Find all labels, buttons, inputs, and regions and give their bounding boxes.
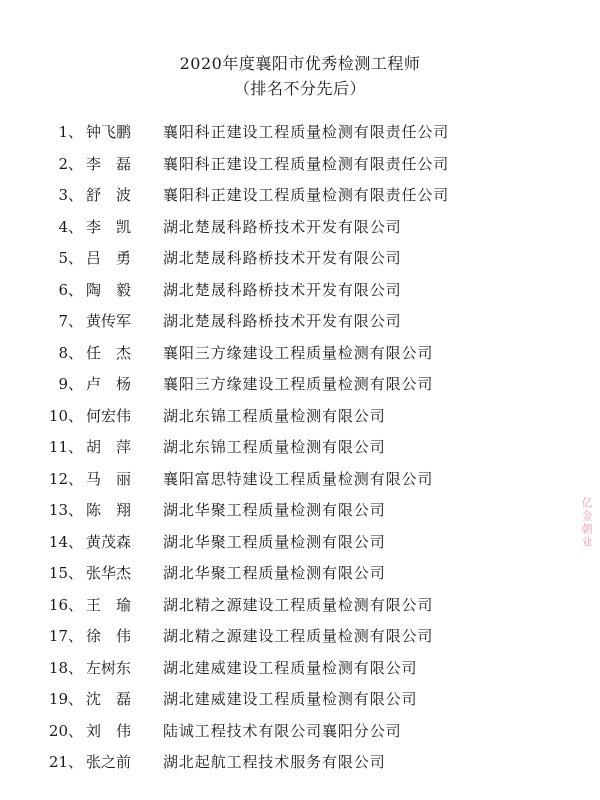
company-name: 湖北楚晟科路桥技术开发有限公司 <box>163 280 402 299</box>
list-item <box>0 217 600 249</box>
entry-number: 2、 <box>58 154 83 173</box>
company-name: 湖北楚晟科路桥技术开发有限公司 <box>163 249 402 267</box>
engineer-name: 张华杰 <box>86 564 132 582</box>
company-name: 襄阳科正建设工程质量检测有限责任公司 <box>163 154 450 173</box>
company-name: 湖北起航工程技术服务有限公司 <box>163 753 386 771</box>
company-name: 襄阳富思特建设工程质量检测有限公司 <box>163 469 434 488</box>
list-item <box>0 721 600 753</box>
company-name: 湖北楚晟科路桥技术开发有限公司 <box>163 217 402 236</box>
entry-number: 3、 <box>58 186 83 204</box>
company-name: 湖北华聚工程质量检测有限公司 <box>163 564 386 582</box>
engineer-name: 李 凯 <box>86 217 132 236</box>
list-item <box>0 500 600 532</box>
list-item <box>0 595 600 627</box>
list-item <box>0 626 600 658</box>
engineer-name: 黄传军 <box>86 312 132 330</box>
entry-number: 16、 <box>48 595 83 614</box>
entry-number: 12、 <box>48 469 83 488</box>
engineer-name: 左树东 <box>86 658 132 677</box>
list-item <box>0 532 600 564</box>
list-item <box>0 185 600 217</box>
entry-number: 11、 <box>48 438 83 456</box>
list-item <box>0 689 600 721</box>
list-item <box>0 563 600 595</box>
entry-number: 14、 <box>48 532 83 551</box>
engineer-name: 陶 毅 <box>86 280 132 299</box>
company-name: 陆诚工程技术有限公司襄阳分公司 <box>163 721 402 740</box>
engineer-name: 马 丽 <box>86 469 132 488</box>
engineer-name: 胡 萍 <box>86 438 132 456</box>
engineer-name: 何宏伟 <box>86 406 132 425</box>
company-name: 襄阳三方缘建设工程质量检测有限公司 <box>163 343 434 362</box>
engineer-name: 刘 伟 <box>86 721 132 740</box>
engineer-name: 徐 伟 <box>86 627 132 645</box>
company-name: 湖北建威建设工程质量检测有限公司 <box>163 690 418 708</box>
page-title: 2020年度襄阳市优秀检测工程师 <box>179 54 421 73</box>
list-item <box>0 248 600 280</box>
list-item <box>0 437 600 469</box>
entry-number: 15、 <box>48 564 83 582</box>
entry-number: 1、 <box>58 123 83 141</box>
company-name: 湖北东锦工程质量检测有限公司 <box>163 406 386 425</box>
company-name: 襄阳科正建设工程质量检测有限责任公司 <box>163 123 450 141</box>
company-name: 湖北楚晟科路桥技术开发有限公司 <box>163 312 402 330</box>
entry-number: 18、 <box>48 658 83 677</box>
engineer-name: 李 磊 <box>86 154 132 173</box>
company-name: 湖北东锦工程质量检测有限公司 <box>163 438 386 456</box>
list-item <box>0 469 600 501</box>
engineer-name: 沈 磊 <box>86 690 132 708</box>
entry-number: 13、 <box>48 501 83 519</box>
entry-number: 10、 <box>48 406 83 425</box>
list-item <box>0 658 600 690</box>
list-item <box>0 280 600 312</box>
entry-number: 4、 <box>58 217 83 236</box>
list-item <box>0 343 600 375</box>
company-name: 湖北华聚工程质量检测有限公司 <box>163 501 386 519</box>
entry-number: 8、 <box>58 343 83 362</box>
engineer-name: 任 杰 <box>86 343 132 362</box>
company-name: 襄阳三方缘建设工程质量检测有限公司 <box>163 375 434 393</box>
entry-number: 7、 <box>58 312 83 330</box>
entry-number: 9、 <box>58 375 83 393</box>
company-name: 湖北精之源建设工程质量检测有限公司 <box>163 627 434 645</box>
engineer-name: 吕 勇 <box>86 249 132 267</box>
seal-stamp: 亿金朝业 <box>580 497 593 549</box>
company-name: 湖北华聚工程质量检测有限公司 <box>163 532 386 551</box>
page-subtitle: （排名不分先后） <box>233 79 366 98</box>
entry-number: 20、 <box>48 721 83 740</box>
company-name: 襄阳科正建设工程质量检测有限责任公司 <box>163 186 450 204</box>
engineer-name: 陈 翔 <box>86 501 132 519</box>
list-item <box>0 311 600 343</box>
engineer-name: 张之前 <box>86 753 132 771</box>
list-item <box>0 154 600 186</box>
list-item <box>0 406 600 438</box>
list-item <box>0 752 600 784</box>
entry-number: 19、 <box>48 690 83 708</box>
company-name: 湖北精之源建设工程质量检测有限公司 <box>163 595 434 614</box>
engineer-name: 卢 杨 <box>86 375 132 393</box>
entry-number: 5、 <box>58 249 83 267</box>
list-item <box>0 122 600 154</box>
engineer-name: 钟飞鹏 <box>86 123 132 141</box>
engineer-name: 王 瑜 <box>86 595 132 614</box>
entry-number: 17、 <box>48 627 83 645</box>
engineer-name: 舒 波 <box>86 186 132 204</box>
engineer-list <box>0 122 600 784</box>
entry-number: 6、 <box>58 280 83 299</box>
entry-number: 21、 <box>48 753 83 771</box>
company-name: 湖北建威建设工程质量检测有限公司 <box>163 658 418 677</box>
engineer-name: 黄茂森 <box>86 532 132 551</box>
list-item <box>0 374 600 406</box>
